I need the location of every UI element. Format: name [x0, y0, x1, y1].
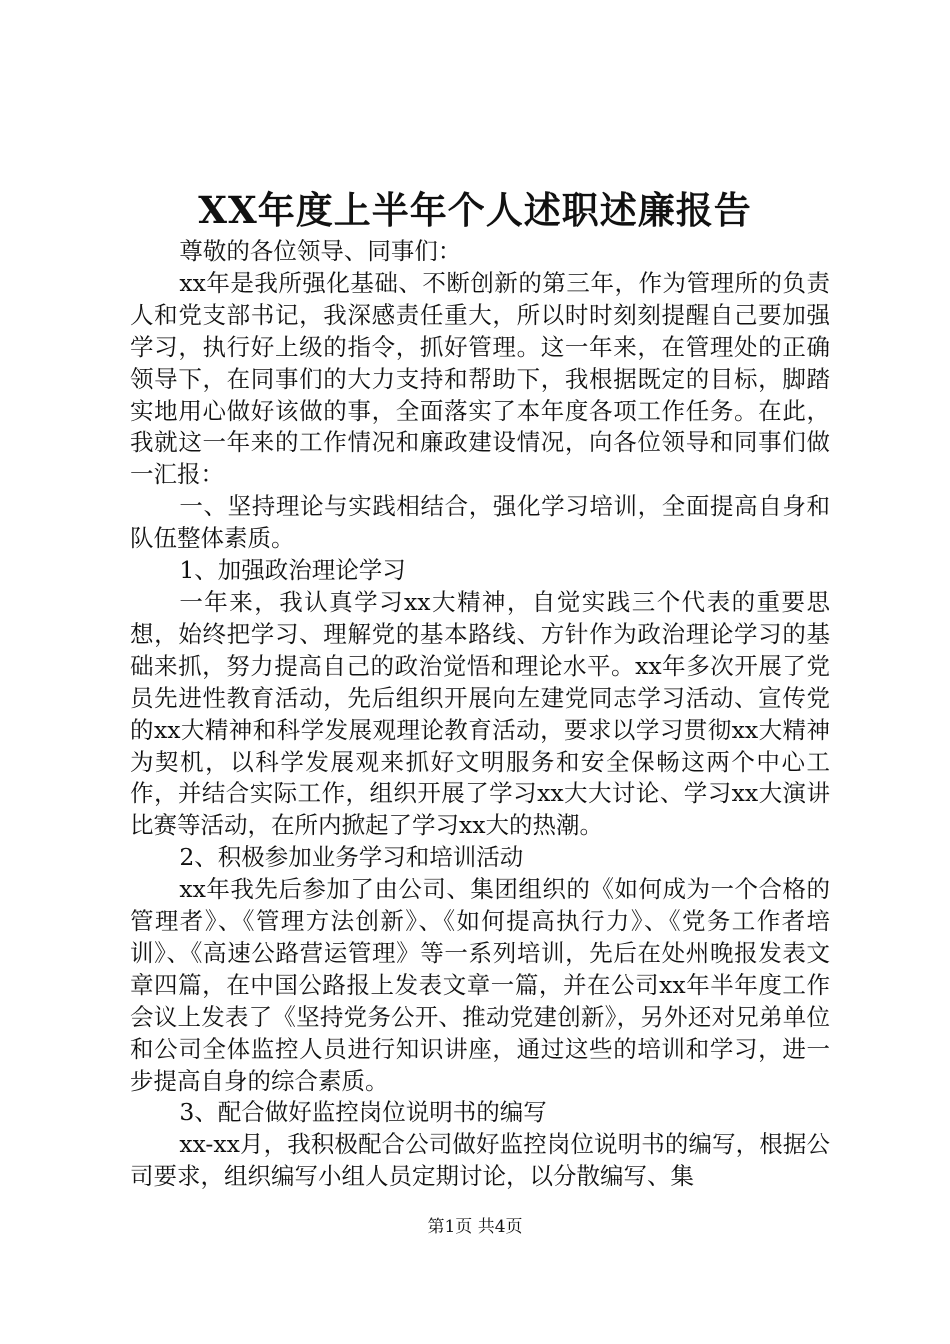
paragraph-intro: xx年是我所强化基础、不断创新的第三年，作为管理所的负责人和党支部书记，我深感责任重大，所以时时刻刻提醒自己要加强学习，执行好上级的指令，抓好管理。这一年来，在管理处的正确领导下，在同事们的大力支持和帮助下，我根据既定的目标，脚踏实地用心做好该做的事，全面落实了本年度各项工作任务。在此，我就这一年来的工作情况和廉政建设情况，向各位领导和同事们做一汇报：: [130, 268, 830, 489]
page-footer: 第1页 共4页: [427, 1217, 523, 1237]
subsection-heading-2: 2、积极参加业务学习和培训活动: [179, 843, 524, 872]
document-title: XX年度上半年个人述职述廉报告: [198, 188, 752, 232]
subsection-heading-1: 1、加强政治理论学习: [179, 556, 406, 585]
paragraph-training: xx年我先后参加了由公司、集团组织的《如何成为一个合格的管理者》、《管理方法创新》、《如何提高执行力》、《党务工作者培训》、《高速公路营运管理》等一系列培训，先后在处州晚报发表文章四篇，在中国公路报上发表文章一篇，并在公司xx年半年度工作会议上发表了《坚持党务公开、推动党建创新》，另外还对兄弟单位和公司全体监控人员进行知识讲座，通过这些的培训和学习，进一步提高自身的综合素质。: [130, 875, 830, 1095]
paragraph-political-study: 一年来，我认真学习xx大精神，自觉实践三个代表的重要思想，始终把学习、理解党的基本路线、方针作为政治理论学习的基础来抓，努力提高自己的政治觉悟和理论水平。xx年多次开展了党员先进性教育活动，先后组织开展向左建党同志学习活动、宣传党的xx大精神和科学发展观理论教育活动，要求以学习贯彻xx大精神为契机，以科学发展观来抓好文明服务和安全保畅这两个中心工作，并结合实际工作，组织开展了学习xx大大讨论、学习xx大演讲比赛等活动，在所内掀起了学习xx大的热潮。: [130, 587, 830, 840]
section-heading-1: 一、坚持理论与实践相结合，强化学习培训，全面提高自身和队伍整体素质。: [130, 492, 830, 553]
subsection-heading-3: 3、配合做好监控岗位说明书的编写: [179, 1098, 547, 1127]
paragraph-job-description: xx-xx月，我积极配合公司做好监控岗位说明书的编写，根据公司要求，组织编写小组人员定期讨论，以分散编写、集: [130, 1130, 830, 1191]
document-body: [130, 236, 830, 1193]
paragraph-salutation: 尊敬的各位领导、同事们：: [179, 237, 462, 265]
